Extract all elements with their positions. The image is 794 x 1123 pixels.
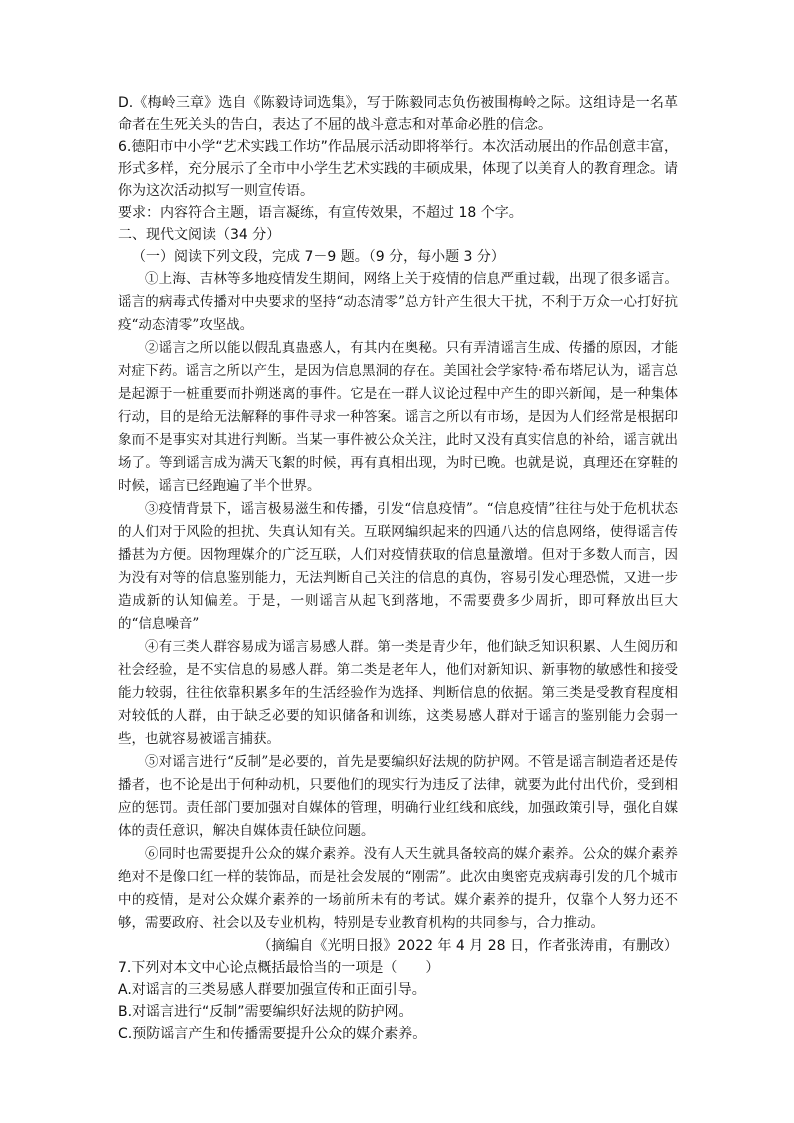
- q7-option-c: C.预防谣言产生和传播需要提升公众的媒介素养。: [118, 1026, 427, 1042]
- passage-paragraph-3: ③疫情背景下，谣言极易滋生和传播，引发“信息疫情”。“信息疫情”往往与处于危机状态的人们对于风险的担扰、失真认知有关。互联网编织起来的四通八达的信息网络，使得谣言传播甚为方便。因物理媒介的广泛互联，人们对疫情获取的信息量激增。但对于多数人而言，因为没有对等的信息鉴别能力，无法判断自己关注的信息的真伪，容易引发心理恐慌，又进一步造成新的认知偏差。于是，一则谣言从起飞到落地，不需要费多少周折，即可释放出巨大的“信息噪音”: [118, 501, 678, 632]
- passage-paragraph-4: ④有三类人群容易成为谣言易感人群。第一类是青少年，他们缺乏知识积累、人生阅历和社会经验，是不实信息的易感人群。第二类是老年人，他们对新知识、新事物的敏感性和接受能力较弱，往往依靠积累多年的生活经验作为选择、判断信息的依据。第三类是受教育程度相对较低的人群，由于缺乏必要的知识储备和训练，这类易感人群对于谣言的鉴别能力会弱一些，也就容易被谣言捕获。: [118, 639, 678, 747]
- passage-paragraph-1: ①上海、吉林等多地疫情发生期间，网络上关于疫情的信息严重过载，出现了很多谣言。谣言的病毒式传播对中央要求的坚持“动态清零”总方针产生很大干扰，不利于万众一心打好抗疫“动态清零”攻坚战。: [118, 271, 678, 333]
- passage-paragraph-5: ⑤对谣言进行“反制”是必要的，首先是要编织好法规的防护网。不管是谣言制造者还是传播者，也不论是出于何种动机，只要他们的现实行为违反了法律，就要为此付出代价，受到相应的惩罚。责任部门要加强对自媒体的管理，明确行业红线和底线，加强政策引导，强化自媒体的责任意识，解决自媒体责任缺位问题。: [118, 754, 678, 839]
- passage-paragraph-6: ⑥同时也需要提升公众的媒介素养。没有人天生就具备较高的媒介素养。公众的媒介素养绝对不是像口红一样的装饰品，而是社会发展的“刚需”。此次由奥密克戎病毒引发的几个城市中的疫情，是对公众媒介素养的一场前所未有的考试。媒介素养的提升，仅靠个人努力还不够，需要政府、社会以及专业机构，特别是专业教育机构的共同参与，合力推动。: [118, 846, 678, 931]
- q5-option-d: D.《梅岭三章》选自《陈毅诗词选集》，写于陈毅同志负伤被围梅岭之际。这组诗是一名革命者在生死关头的告白，表达了不屈的战斗意志和对革命必胜的信念。: [118, 95, 678, 133]
- passage-paragraph-2: ②谣言之所以能以假乱真蛊惑人，有其内在奥秘。只有弄清谣言生成、传播的原因，才能对症下药。谣言之所以产生，是因为信息黑洞的存在。美国社会学家特·希布塔尼认为，谣言总是起源于一桩重要而扑朔迷离的事件。它是在一群人议论过程中产生的即兴新闻，是一种集体行动，目的是给无法解释的事件寻求一种答案。谣言之所以有市场，是因为人们经常是根据印象而不是事实对其进行判断。当某一事件被公众关注，此时又没有真实信息的补给，谣言就出场了。等到谣言成为满天飞絮的时候，再有真相出现，为时已晚。也就是说，真理还在穿鞋的时候，谣言已经跑遍了半个世界。: [118, 340, 678, 494]
- page-content: [118, 92, 678, 1045]
- q7-stem: 7.下列对本文中心论点概括最恰当的一项是（ ）: [118, 960, 440, 976]
- subsection1-heading: （一）阅读下列文段，完成 7－9 题。（9 分，每小题 3 分）: [132, 249, 505, 265]
- q6-requirement: 要求：内容符合主题，语言凝练，有宣传效果，不超过 18 个字。: [118, 205, 523, 221]
- q7-option-b: B.对谣言进行“反制”需要编织好法规的防护网。: [118, 1004, 413, 1020]
- q6-prompt: 6.德阳市中小学“艺术实践工作坊”作品展示活动即将举行。本次活动展出的作品创意丰富，形式多样，充分展示了全市中小学生艺术实践的丰硕成果，体现了以美育人的教育理念。请你为这次活动拟写一则宣传语。: [118, 139, 678, 199]
- section2-heading: 二、现代文阅读（34 分）: [118, 227, 281, 243]
- passage-source: （摘编自《光明日报》2022 年 4 月 28 日，作者张涛甫，有删改）: [257, 938, 678, 954]
- q7-option-a: A.对谣言的三类易感人群要加强宣传和正面引导。: [118, 982, 426, 998]
